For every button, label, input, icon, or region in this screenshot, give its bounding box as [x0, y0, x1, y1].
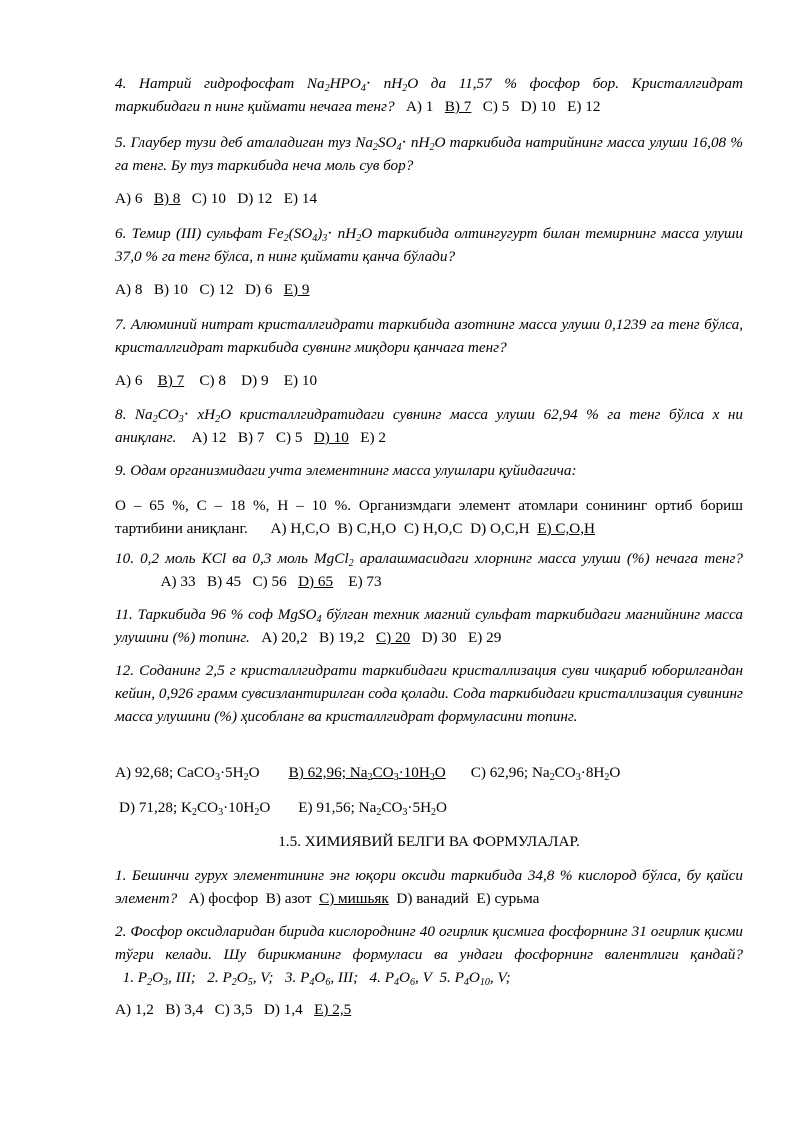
- option-d: D) 30: [421, 629, 457, 646]
- option-b: B) азот: [265, 890, 312, 907]
- option-d: D) 1,4: [263, 1001, 303, 1018]
- question-10: 10. 0,2 моль KCl ва 0,3 моль MgCl$_2$ аралашмасидаги хлорнинг масса улуши (%) нечага тенг? A) 33 B) 45 C) 56 D) 65 E) 73: [115, 550, 743, 590]
- question-9-body: O – 65 %, C – 18 %, H – 10 %. Организмдаги элемент атомлари сонининг ортиб бориш тартибини аниқланг. A) H,C,O B) C,H,O C) H,O,C D) O,C,H E) C,O,H: [115, 497, 743, 537]
- option-e: E) 73: [348, 573, 382, 590]
- option-d: D) ванадий: [396, 890, 469, 907]
- option-d: D) 6: [244, 281, 273, 298]
- formula: $Na_2HPO_4\cdot nH_2O$: [306, 75, 419, 94]
- question-number: 10.: [115, 550, 134, 567]
- option-e-correct: E) 9: [283, 281, 310, 298]
- option-b: B) 45: [206, 573, 242, 590]
- option-e: E) 2: [360, 429, 386, 446]
- option-d: D) 71,28; $K_2CO_3\cdot 10H_2O$: [119, 799, 271, 818]
- formula-option-1: 1. $P_2O_3$, III;: [122, 969, 196, 988]
- answer-options: [254, 629, 502, 646]
- option-d: D) 12: [237, 190, 273, 207]
- option-a: A) 6: [115, 372, 143, 389]
- option-c: C) H,O,C: [403, 520, 463, 537]
- option-a: A) 1,2: [115, 1001, 154, 1018]
- answers-6: [115, 278, 743, 301]
- option-b: B) 19,2: [319, 629, 365, 646]
- option-b: B) 7: [237, 429, 265, 446]
- option-e: E) 12: [567, 98, 601, 115]
- question-9: 9. Одам организмидаги учта элементнинг масса улушлари қуйидагича:: [115, 462, 577, 479]
- option-b-correct: B) 7: [444, 98, 472, 115]
- formula: $Na_2SO_4\cdot nH_2O$: [355, 134, 446, 153]
- section-heading: 1.5. ХИМИЯВИЙ БЕЛГИ ВА ФОРМУЛАЛАР.: [278, 833, 580, 850]
- option-d-correct: D) 65: [298, 573, 334, 590]
- option-b: B) C,H,O: [337, 520, 397, 537]
- answer-options: [398, 98, 600, 115]
- question-8: 8. $Na_2CO_3\cdot xH_2O$ кристаллгидратидаги сувнинг масса улуши 62,94 % га тенг бўлса х ни аниқланг. A) 12 B) 7 C) 5 D) 10 E) 2: [115, 406, 743, 446]
- question-11: 11. Таркибида 96 % соф MgSO$_4$ бўлган техник магний сульфат таркибидаги магнийнинг масса улушини (%) топинг. A) 20,2 B) 19,2 C) 20 D) 30 E) 29: [115, 606, 743, 646]
- formula-option-3: 3. $P_4O_6$, III;: [284, 969, 359, 988]
- option-a: A) 20,2: [261, 629, 308, 646]
- formula: $Na_2CO_3\cdot xH_2O$: [126, 406, 232, 425]
- option-e-correct: E) 2,5: [314, 1001, 352, 1018]
- option-e: E) 10: [283, 372, 318, 389]
- option-c: C) 56: [252, 573, 287, 590]
- option-a: A) 33: [160, 573, 196, 590]
- question-number: 9.: [115, 462, 127, 479]
- question-number: 11.: [115, 606, 133, 623]
- option-d-correct: D) 10: [313, 429, 349, 446]
- option-b-correct: B) 7: [157, 372, 185, 389]
- option-a: A) H,C,O: [270, 520, 331, 537]
- option-a: A) 1: [405, 98, 434, 115]
- option-c: C) 5: [482, 98, 510, 115]
- question-number: 6.: [115, 225, 127, 242]
- option-b: B) 10: [153, 281, 188, 298]
- option-b-correct: B) 8: [153, 190, 181, 207]
- option-e: E) 91,56; $Na_2CO_3\cdot 5H_2O$: [298, 799, 448, 818]
- option-c-correct: C) 20: [376, 629, 411, 646]
- option-e: E) сурьма: [476, 890, 540, 907]
- option-c: C) 12: [199, 281, 234, 298]
- formula-option-5: 5. $P_4O_{10}$, V;: [439, 969, 511, 988]
- formula: $Fe_2(SO_4)_3\cdot nH_2O$: [267, 225, 373, 244]
- option-e: E) 29: [467, 629, 502, 646]
- answers-7: [115, 369, 743, 392]
- option-d: D) 9: [241, 372, 269, 389]
- answers-12-row2: [119, 796, 747, 819]
- option-b: B) 3,4: [165, 1001, 204, 1018]
- question-number: 8.: [115, 406, 127, 423]
- option-c: C) 5: [275, 429, 303, 446]
- option-c-correct: C) мишьяк: [319, 890, 389, 907]
- question-6: 6. Темир (III) сульфат $Fe_2(SO_4)_3\cdot nH_2O$ таркибида олтингугурт билан темирнинг масса улуши 37,0 % га тенг бўлса, n нинг қиймати қанча бўлади?: [115, 225, 743, 265]
- option-d: D) 10: [520, 98, 556, 115]
- option-c: C) 10: [191, 190, 226, 207]
- option-a: A) 8: [115, 281, 143, 298]
- option-e-correct: E) C,O,H: [537, 520, 595, 537]
- question-number: 5.: [115, 134, 127, 151]
- section-question-1: 1. Бешинчи гурух элементининг энг юқори оксиди таркибида 34,8 % кислород бўлса, бу қайси элемент? A) фосфор B) азот C) мишьяк D) ванадий E) сурьма: [115, 867, 743, 907]
- answers-5: [115, 187, 743, 210]
- question-number: 4.: [115, 75, 127, 92]
- option-a: A) фосфор: [188, 890, 259, 907]
- question-12: 12. Соданинг 2,5 г кристаллгидрати таркибидаги кристаллизация суви чиқариб юборилгандан кейин, 0,926 грамм сувсизлантирилган сода қолади. Сода таркибидаги кристаллизация сувининг масса улушини (%) ҳисобланг ва кристаллгидрат формуласини топинг.: [115, 662, 743, 725]
- option-e: E) 14: [283, 190, 318, 207]
- answer-options: [180, 429, 386, 446]
- option-b-correct: B) 62,96; $Na_2CO_3\cdot 10H_2O$: [288, 764, 446, 783]
- question-number: 7.: [115, 316, 127, 333]
- section-answers-2: [115, 998, 743, 1021]
- answers-12-row1: [115, 761, 775, 784]
- section-question-2: 2. Фосфор оксидларидан бирида кислороднинг 40 огирлик қисмига фосфорнинг 31 огирлик қисми тўгри келади. Шу бирикманинг формуласи ва ундаги фосфорнинг валентлиги қандай? 1. $P_2O_3$, III; 2. $P_2O_5$, V; 3. $P_4O_6$, III; 4. $P_4O_6$, V 5. $P_4O_{10}$, V;: [115, 923, 743, 988]
- formula-option-4: 4. $P_4O_6$, V: [369, 969, 432, 988]
- question-number: 1.: [115, 867, 127, 884]
- question-7: 7. Алюминий нитрат кристаллгидрати таркибида азотнинг масса улуши 0,1239 га тенг бўлса, кристаллгидрат таркибида сувнинг миқдори қанчага тенг?: [115, 316, 743, 356]
- option-c: C) 3,5: [214, 1001, 253, 1018]
- option-c: C) 8: [199, 372, 226, 389]
- question-4: 4. Натрий гидрофосфат $Na_2HPO_4\cdot nH_2O$ да 11,57 % фосфор бор. Кристаллгидрат таркибидаги n нинг қиймати нечага тенг? A) 1 B) 7 C) 5 D) 10 E) 12: [115, 75, 743, 115]
- question-number: 12.: [115, 662, 134, 679]
- question-number: 2.: [115, 923, 127, 940]
- formula-option-2: 2. $P_2O_5$, V;: [207, 969, 274, 988]
- option-d: D) O,C,H: [470, 520, 530, 537]
- option-a: A) 92,68; $CaCO_3\cdot 5H_2O$: [115, 764, 260, 783]
- question-5: 5. Глаубер тузи деб аталадиган туз $Na_2SO_4\cdot nH_2O$ таркибида натрийнинг масса улуши 16,08 % га тенг. Бу туз таркибида неча моль сув бор?: [115, 134, 743, 174]
- answer-options: [181, 890, 539, 907]
- option-a: A) 12: [191, 429, 227, 446]
- option-c: C) 62,96; $Na_2CO_3\cdot 8H_2O$: [470, 764, 621, 783]
- option-a: A) 6: [115, 190, 143, 207]
- answer-options: [115, 573, 382, 590]
